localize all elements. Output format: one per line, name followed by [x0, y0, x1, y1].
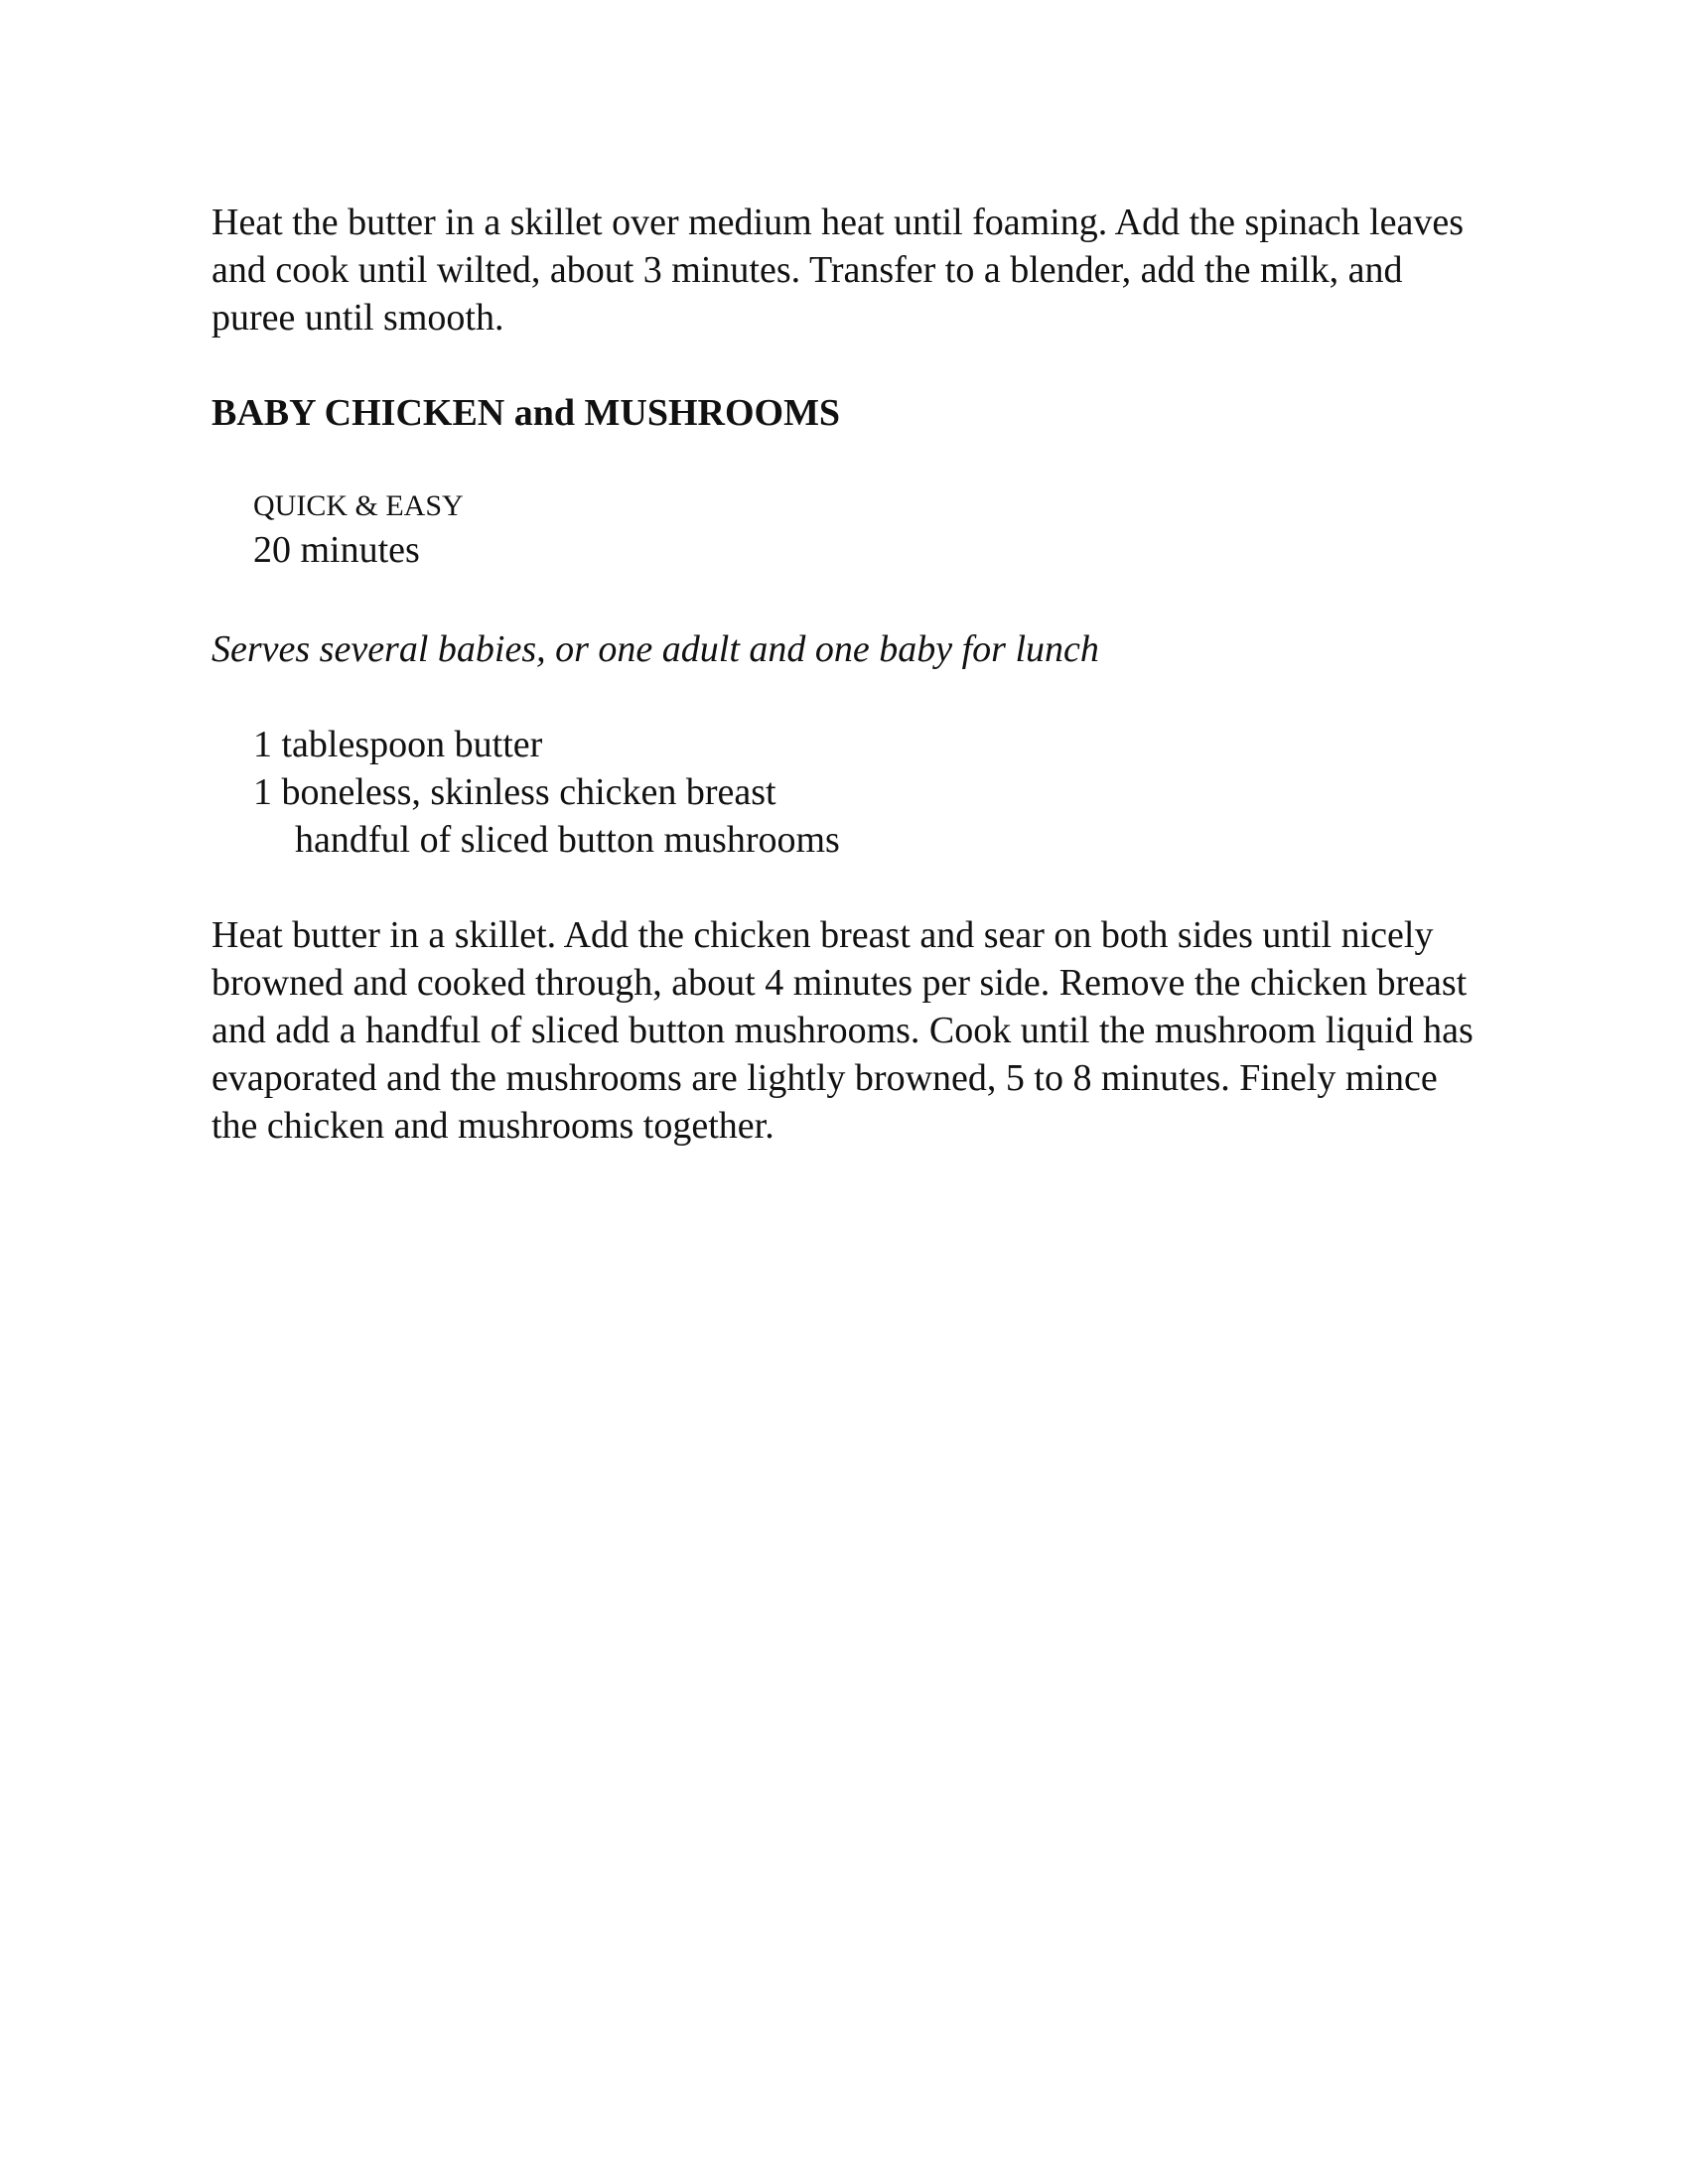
recipe-serves: Serves several babies, or one adult and one baby for lunch: [211, 628, 1099, 670]
recipe-method: Heat butter in a skillet. Add the chicken breast and sear on both sides until nicely browned and cooked through, about 4 minutes per side. Remove the chicken breast and add a handful of sliced button mushrooms. Cook until the mushroom liquid has evaporated and the mushrooms are lightly browned, 5 to 8 minutes. Finely mince the chicken and mushrooms together.: [211, 914, 1474, 1147]
recipe-meta: [253, 488, 464, 574]
recipe-time: 20 minutes: [253, 529, 420, 571]
ingredient-list: [253, 721, 840, 864]
recipe-title: BABY CHICKEN and MUSHROOMS: [211, 392, 841, 434]
ingredient-item: 1 boneless, skinless chicken breast: [253, 771, 776, 813]
recipe-category: QUICK & EASY: [253, 489, 464, 522]
intro-paragraph: Heat the butter in a skillet over medium heat until foaming. Add the spinach leaves and cook until wilted, about 3 minutes. Transfer to a blender, add the milk, and puree until smooth.: [211, 202, 1465, 339]
ingredient-item: 1 tablespoon butter: [253, 724, 543, 765]
ingredient-item: handful of sliced button mushrooms: [295, 819, 840, 861]
